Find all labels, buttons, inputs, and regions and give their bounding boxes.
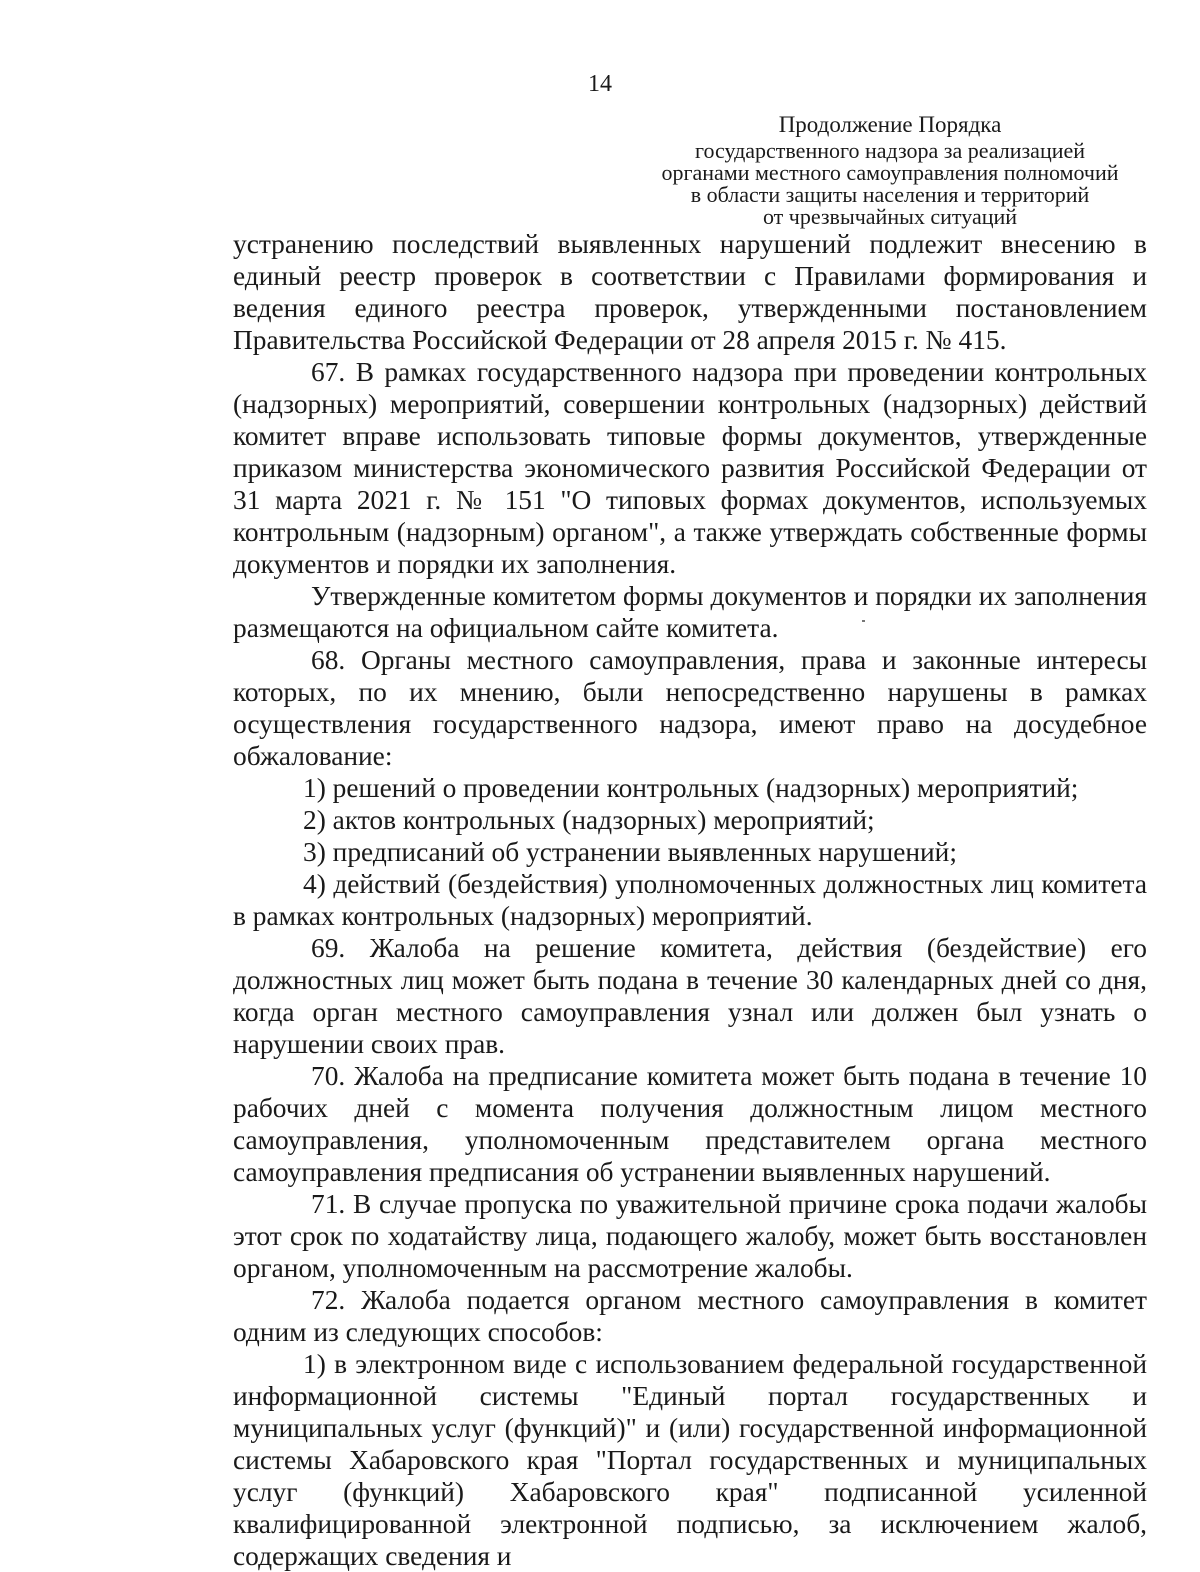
header-line: от чрезвычайных ситуаций	[762, 204, 1018, 229]
list-item-72-1: 1) в электронном виде с использованием федеральной государственной информационной системы "Единый портал государственных и муниципальных услуг (функций)" и (или) государственной информационной системы Хабаровского края "Портал государственных и муниципальных услуг (функций) Хабаровского края" подписанной усиленной квалифицированной электронной подписью, за исключением жалоб, содержащих сведения и	[233, 1349, 1147, 1571]
paragraph-69: 69. Жалоба на решение комитета, действия (бездействие) его должностных лиц может быть подана в течение 30 календарных дней со дня, когда орган местного самоуправления узнал или должен был узнать о нарушении своих прав.	[233, 933, 1147, 1059]
paragraph-71: 71. В случае пропуска по уважительной причине срока подачи жалобы этот срок по ходатайству лица, подающего жалобу, может быть восстановлен органом, уполномоченным на рассмотрение жалобы.	[233, 1189, 1147, 1283]
paragraph-67: 67. В рамках государственного надзора при проведении контрольных (надзорных) мероприятий, совершении контрольных (надзорных) действий комитет вправе использовать типовые формы документов, утвержденные приказом министерства экономического развития Российской Федерации от 31 марта 2021 г. № 151 "О типовых формах документов, используемых контрольным (надзорным) органом", а также утверждать собственные формы документов и порядки их заполнения.	[233, 357, 1147, 579]
header-line: органами местного самоуправления полномочий	[661, 160, 1119, 185]
document-body	[233, 228, 1147, 1572]
paragraph-continuation: устранению последствий выявленных нарушений подлежит внесению в единый реестр проверок в соответствии с Правилами формирования и ведения единого реестра проверок, утвержденными постановлением Правительства Российской Федерации от 28 апреля 2015 г. № 415.	[233, 229, 1147, 355]
paragraph-72: 72. Жалоба подается органом местного самоуправления в комитет одним из следующих способов:	[233, 1285, 1147, 1347]
scan-speck	[862, 620, 865, 622]
list-item-68-1: 1) решений о проведении контрольных (надзорных) мероприятий;	[303, 773, 1079, 803]
list-item-68-2: 2) актов контрольных (надзорных) мероприятий;	[303, 805, 875, 835]
paragraph-68: 68. Органы местного самоуправления, права и законные интересы которых, по их мнению, были непосредственно нарушены в рамках осуществления государственного надзора, имеют право на досудебное обжалование:	[233, 645, 1147, 771]
header-line: в области защиты населения и территорий	[690, 182, 1090, 207]
list-item-68-4: 4) действий (бездействия) уполномоченных должностных лиц комитета в рамках контрольных (надзорных) мероприятий.	[233, 869, 1147, 931]
page-number: 14	[588, 71, 612, 97]
list-item-68-3: 3) предписаний об устранении выявленных нарушений;	[303, 837, 957, 867]
header-line: государственного надзора за реализацией	[694, 138, 1086, 163]
paragraph-70: 70. Жалоба на предписание комитета может быть подана в течение 10 рабочих дней с момента получения должностным лицом местного самоуправления, уполномоченным представителем органа местного самоуправления предписания об устранении выявленных нарушений.	[233, 1061, 1147, 1187]
document-header	[630, 110, 1150, 228]
header-title: Продолжение Порядка	[778, 112, 1002, 137]
paragraph-67-forms: Утвержденные комитетом формы документов и порядки их заполнения размещаются на официальном сайте комитета.	[233, 581, 1147, 643]
